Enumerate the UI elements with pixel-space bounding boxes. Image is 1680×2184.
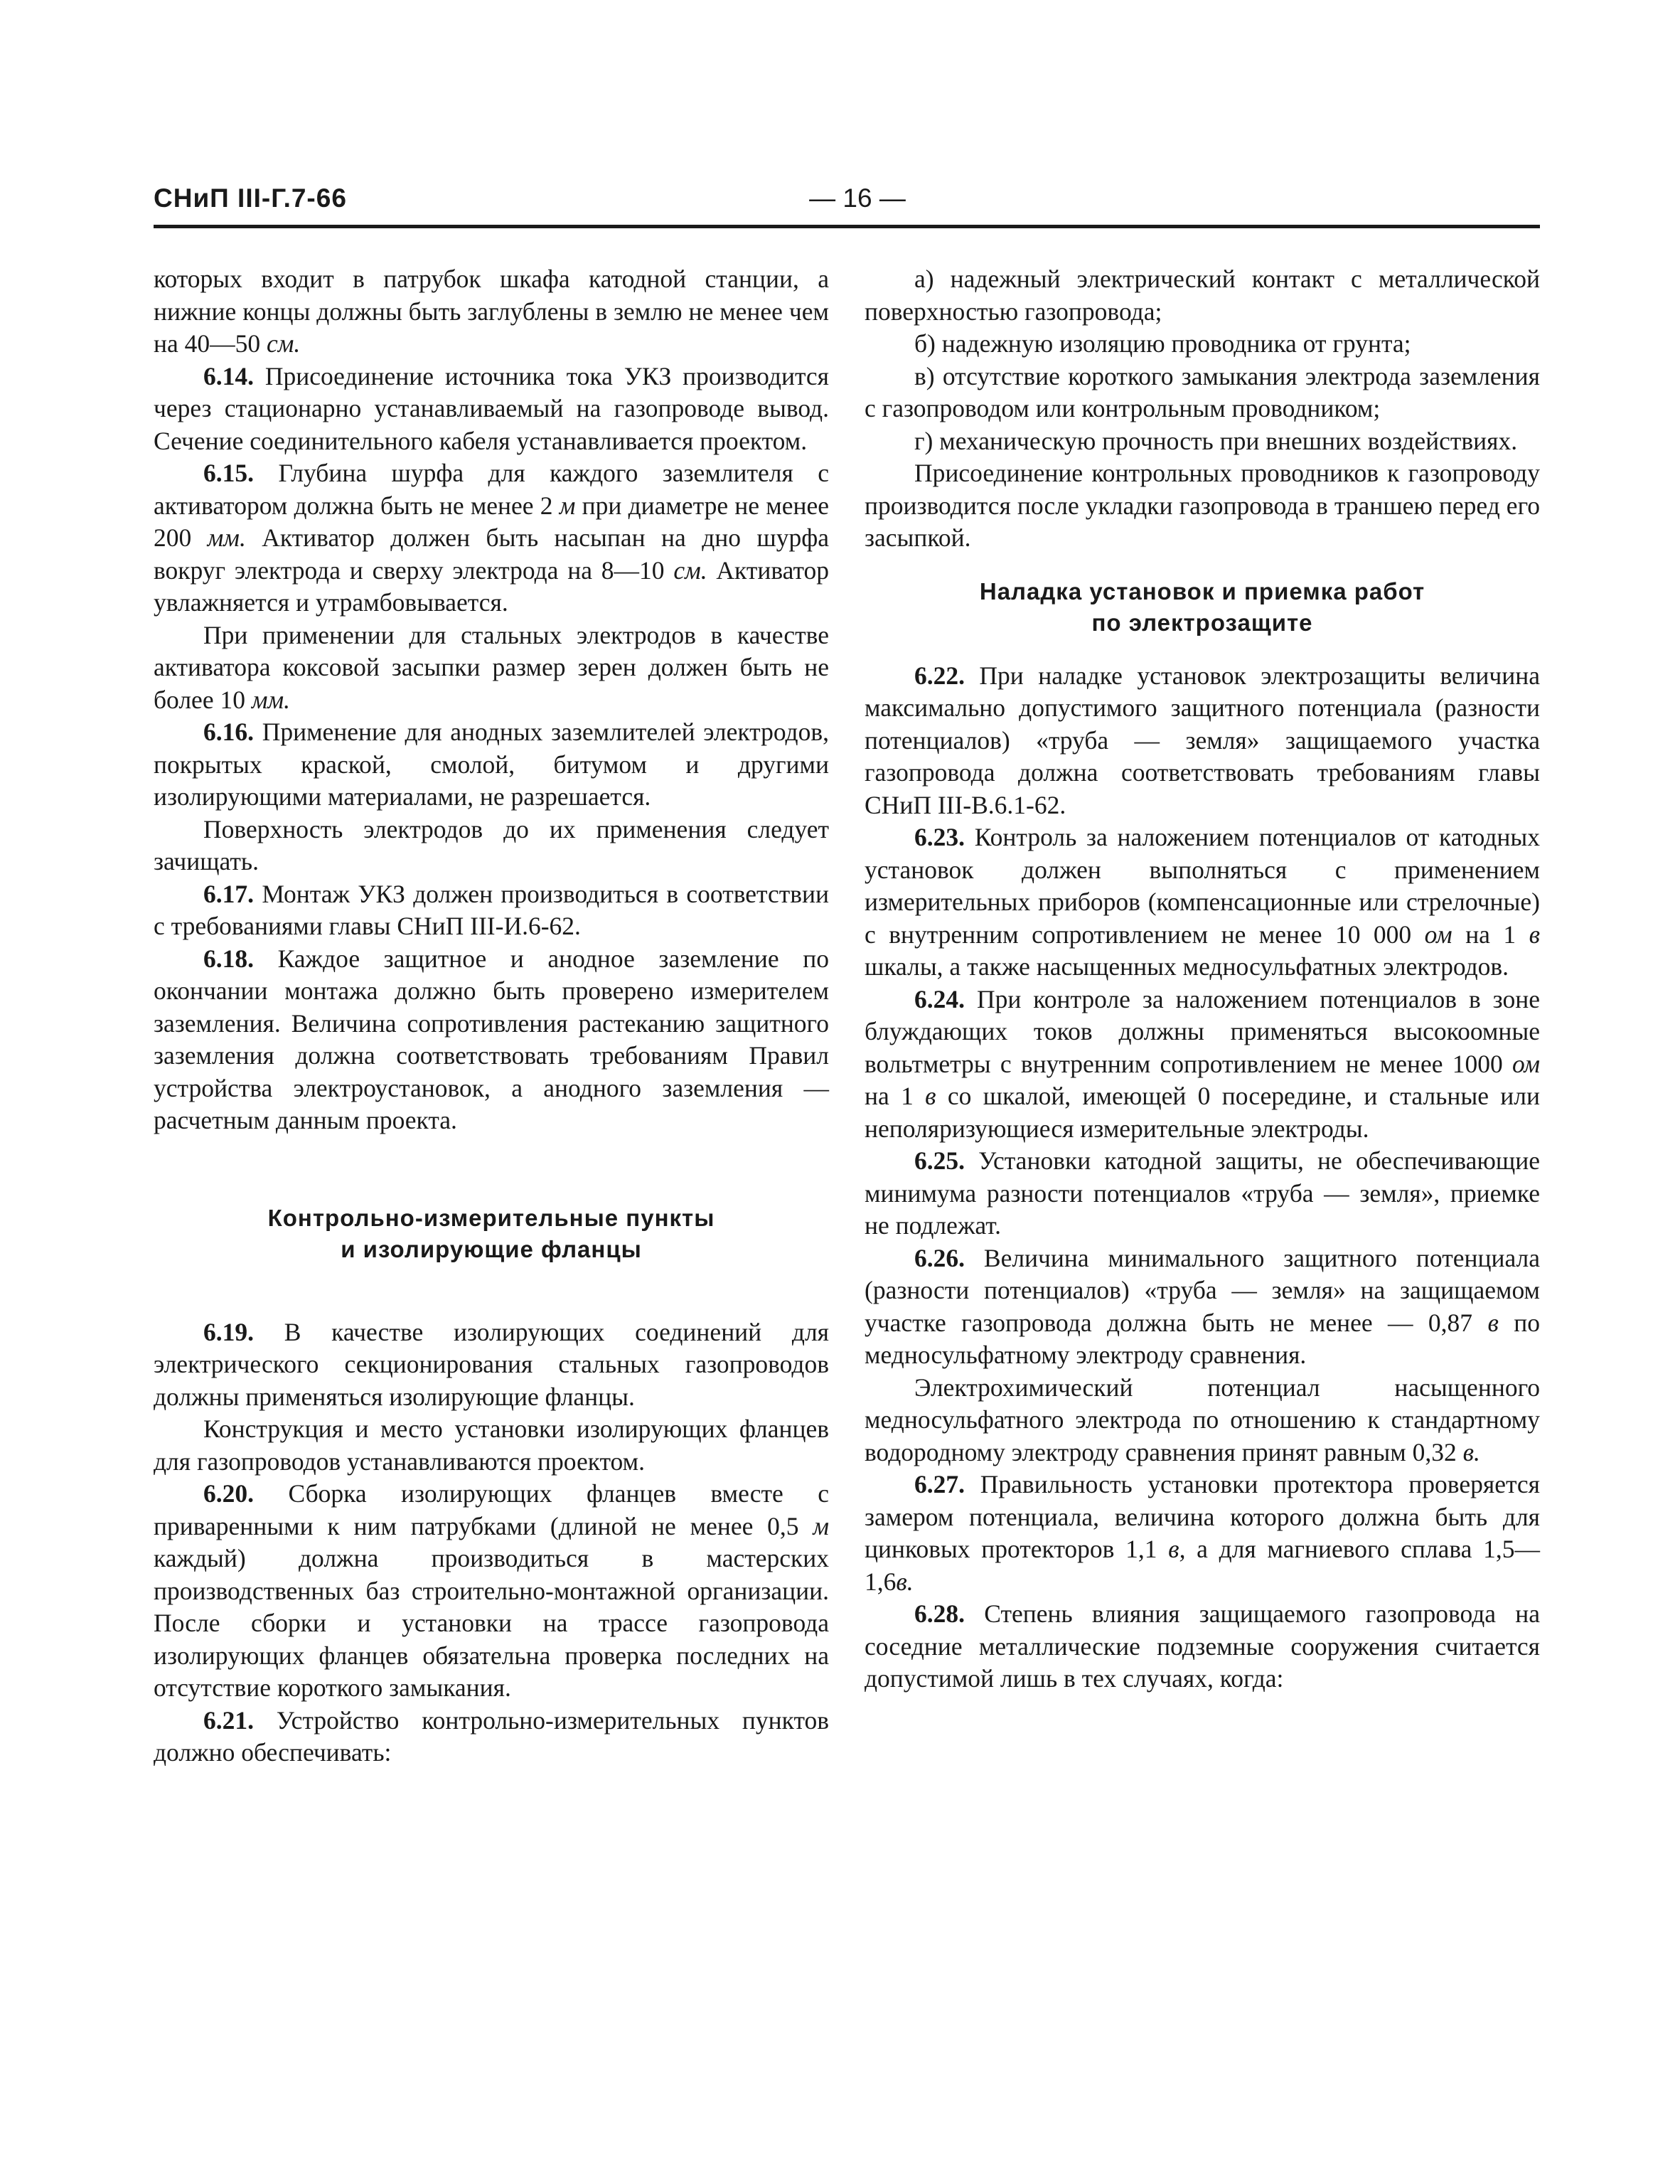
clause-6-16: 6.16. Применение для анодных заземлителей электродов, покрытых краской, смолой, битумом и другими изолирующими материалами, не разрешается.	[154, 718, 829, 811]
clause-number: 6.21.	[203, 1705, 254, 1735]
left-column	[154, 263, 829, 1769]
list-item-a: а) надежный электрический контакт с металлической поверхностью газопровода;	[865, 265, 1540, 326]
clause-6-21: 6.21. Устройство контрольно-измерительных пунктов должно обеспечивать:	[154, 1705, 829, 1767]
clause-number: 6.19.	[203, 1317, 254, 1346]
paragraph: При применении для стальных электродов в качестве активатора коксовой засыпки размер зерен должен быть не более 10 мм.	[154, 620, 829, 714]
clause-6-26: 6.26. Величина минимального защитного потенциала (разности потенциалов) «труба — земля» на защищаемом участке газопровода должна быть не менее — 0,87 в по медносульфатному электроду сравнения.	[865, 1243, 1541, 1369]
list-item-g: г) механическую прочность при внешних воздействиях.	[914, 426, 1518, 455]
clause-6-27: 6.27. Правильность установки протектора проверяется замером потенциала, величина которого должна быть для цинковых протекторов 1,1 в, а для магниевого сплава 1,5—1,6в.	[865, 1470, 1540, 1596]
clause-6-22: 6.22. При наладке установок электрозащиты величина максимально допустимого защитного потенциала (разности потенциалов) «труба — земля» защищаемого участка газопровода должна соответствовать требованиям главы СНиП III-В.6.1-62.	[865, 661, 1541, 819]
clause-number: 6.17.	[203, 879, 254, 908]
clause-number: 6.22.	[914, 661, 965, 690]
clause-6-18: 6.18. Каждое защитное и анодное заземление по окончании монтажа должно быть проверено измерителем заземления. Величина сопротивления растеканию защитного заземления должна соответствовать требованиям Правил устройства электроустановок, а анодного заземления — расчетным данным проекта.	[154, 944, 829, 1134]
header-rule	[154, 225, 1540, 228]
clause-number: 6.18.	[203, 944, 254, 973]
clause-number: 6.28.	[914, 1599, 965, 1628]
clause-6-19: 6.19. В качестве изолирующих соединений для электрического секционирования стальных газопроводов должны применяться изолирующие фланцы.	[154, 1317, 830, 1411]
paragraph-continued: которых входит в патрубок шкафа катодной станции, а нижние концы должны быть заглублены в землю не менее чем на 40—50 см.	[154, 265, 829, 358]
paragraph: Присоединение контрольных проводников к газопроводу производится после укладки газопровода в траншею перед его засыпкой.	[865, 459, 1540, 552]
section-heading: Наладка установок и приемка работ по электрозащите	[979, 577, 1425, 636]
clause-number: 6.15.	[203, 459, 254, 487]
paragraph: Конструкция и место установки изолирующих фланцев для газопроводов устанавливаются проектом.	[154, 1415, 829, 1476]
page-number: — 16 —	[809, 183, 906, 213]
clause-number: 6.23.	[914, 823, 965, 851]
clause-6-28: 6.28. Степень влияния защищаемого газопровода на соседние металлические подземные сооружения считается допустимой лишь в тех случаях, когда:	[865, 1599, 1541, 1693]
running-header	[154, 183, 1540, 223]
clause-6-25: 6.25. Установки катодной защиты, не обеспечивающие минимума разности потенциалов «труба — земля», приемке не подлежат.	[865, 1146, 1540, 1240]
paragraph: Поверхность электродов до их применения следует зачищать.	[154, 814, 829, 875]
clause-number: 6.16.	[203, 718, 254, 746]
clause-number: 6.14.	[203, 361, 254, 390]
list-item-v: в) отсутствие короткого замыкания электрода заземления с газопроводом или контрольным проводником;	[865, 361, 1540, 422]
clause-6-17: 6.17. Монтаж УКЗ должен производиться в соответствии с требованиями главы СНиП III-И.6-62.	[154, 879, 830, 940]
list-item-b: б) надежную изоляцию проводника от грунта;	[914, 329, 1411, 358]
right-column	[865, 263, 1540, 1695]
clause-number: 6.25.	[914, 1146, 965, 1175]
clause-6-15: 6.15. Глубина шурфа для каждого заземлителя с активатором должна быть не менее 2 м при диаметре не менее 200 мм. Активатор должен быть насыпан на дно шурфа вокруг электрода и сверху электрода на 8—10 см. Активатор увлажняется и утрамбовывается.	[154, 459, 830, 617]
clause-number: 6.26.	[914, 1243, 965, 1272]
clause-number: 6.24.	[914, 984, 965, 1013]
clause-6-20: 6.20. Сборка изолирующих фланцев вместе с приваренными к ним патрубками (длиной не менее 0,5 м каждый) должна производиться в мастерских производственных баз строительно-монтажной организации. После сборки и установки на трассе газопровода изолирующих фланцев обязательна проверка последних на отсутствие короткого замыкания.	[154, 1479, 829, 1702]
paragraph: Электрохимический потенциал насыщенного медносульфатного электрода по отношению к стандартному водородному электроду сравнения принят равным 0,32 в.	[865, 1373, 1540, 1466]
section-heading: Контрольно-измерительные пункты и изолирующие фланцы	[267, 1204, 715, 1262]
document-code: СНиП III-Г.7-66	[154, 183, 347, 213]
clause-number: 6.20.	[203, 1479, 254, 1508]
clause-number: 6.27.	[914, 1470, 965, 1498]
clause-6-14: 6.14. Присоединение источника тока УКЗ производится через стационарно устанавливаемый на газопроводе вывод. Сечение соединительного кабеля устанавливается проектом.	[154, 361, 829, 455]
clause-6-23: 6.23. Контроль за наложением потенциалов от катодных установок должен выполняться с применением измерительных приборов (компенсационные или стрелочные) с внутренним сопротивлением не менее 10 000 ом на 1 в шкалы, а также насыщенных медносульфатных электродов.	[865, 823, 1541, 981]
clause-6-24: 6.24. При контроле за наложением потенциалов в зоне блуждающих токов должны применяться высокоомные вольтметры с внутренним сопротивлением не менее 1000 ом на 1 в со шкалой, имеющей 0 посередине, и стальные или неполяризующиеся измерительные электроды.	[865, 984, 1541, 1143]
